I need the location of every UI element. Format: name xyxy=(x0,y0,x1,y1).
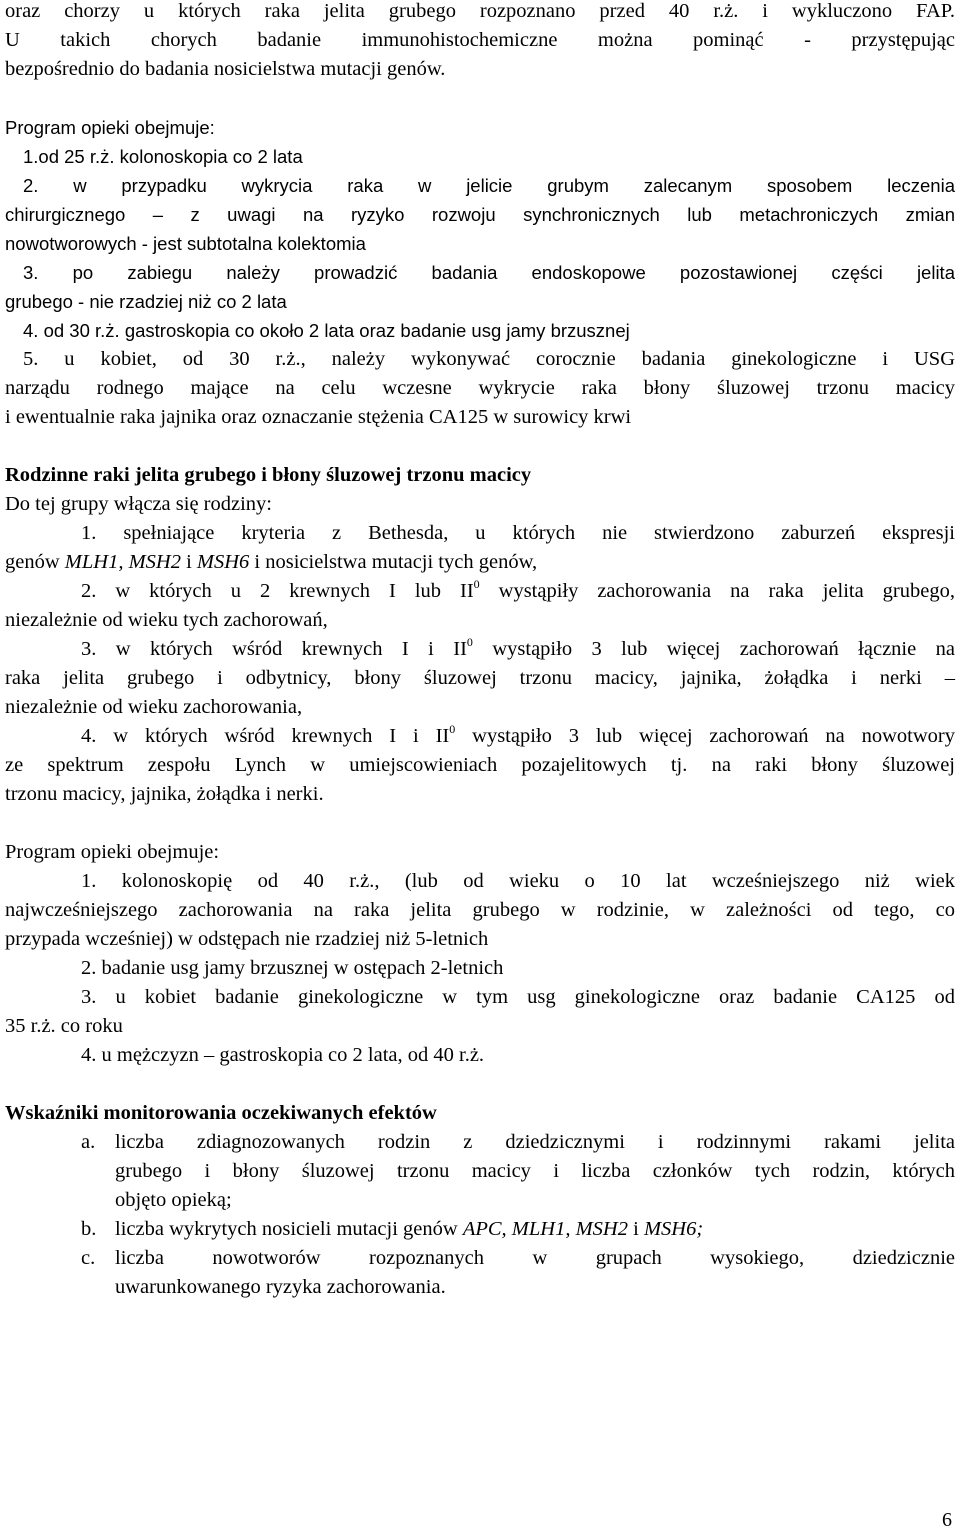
program-item-5-line-2: narządu rodnego mające na celu wczesne wykrycie raka błony śluzowej trzonu macicy xyxy=(5,377,955,399)
indicator-a xyxy=(81,1128,955,1157)
program-item-2-line-2: chirurgicznego – z uwagi na ryzyko rozwoju synchronicznych lub metachroniczych zmian xyxy=(5,204,955,225)
program-heading: Program opieki obejmuje: xyxy=(5,117,215,138)
program-item-1: 1.od 25 r.ż. kolonoskopia co 2 lata xyxy=(23,146,303,167)
superscript: 0 xyxy=(473,577,480,591)
text-run: 3. w których wśród krewnych I i II xyxy=(81,638,467,660)
program-2-item-3-line-1: 3. u kobiet badanie ginekologiczne w tym usg ginekologiczne oraz badanie CA125 od xyxy=(81,986,955,1008)
intro-line-2: U takich chorych badanie immunohistochemiczne można pominąć - przystępując xyxy=(5,29,955,51)
text-run: 2. w których u 2 krewnych I lub II xyxy=(81,580,474,602)
program-2-item-1-line-1: 1. kolonoskopię od 40 r.ż., (lub od wieku o 10 lat wcześniejszego niż wiek xyxy=(81,870,955,892)
text-run: liczba wykrytych nosicieli mutacji genów xyxy=(115,1218,463,1240)
program-item-5-line-1: 5. u kobiet, od 30 r.ż., należy wykonywać corocznie badania ginekologiczne i USG xyxy=(23,348,955,370)
superscript: 0 xyxy=(449,722,456,736)
criterion-2-line-1 xyxy=(81,577,955,606)
indicator-c-label: c. xyxy=(81,1247,96,1269)
text-run: i xyxy=(627,1218,644,1240)
gene-names: MLH1, MSH2 xyxy=(64,551,181,573)
program-2-heading: Program opieki obejmuje: xyxy=(5,841,220,863)
program-2-item-4: 4. u mężczyzn – gastroskopia co 2 lata, od 40 r.ż. xyxy=(81,1044,485,1066)
text-run: wystąpiło 3 lub więcej zachorowań na nowotwory xyxy=(455,725,955,747)
intro-line-3: bezpośrednio do badania nosicielstwa mutacji genów. xyxy=(5,58,446,80)
program-item-3-line-1: 3. po zabiegu należy prowadzić badania endoskopowe pozostawionej części jelita xyxy=(23,262,955,283)
indicator-c-line-1: liczba nowotworów rozpoznanych w grupach wysokiego, dziedzicznie xyxy=(115,1247,955,1269)
text-run: i nosicielstwa mutacji tych genów, xyxy=(249,551,538,573)
indicator-c xyxy=(81,1244,955,1273)
superscript: 0 xyxy=(466,635,473,649)
indicator-b-label: b. xyxy=(81,1218,97,1240)
criterion-4-line-3: trzonu macicy, jajnika, żołądka i nerki. xyxy=(5,783,324,805)
intro-line-1: oraz chorzy u których raka jelita grubego rozpoznano przed 40 r.ż. i wykluczono FAP. xyxy=(5,0,955,22)
criterion-4-line-1 xyxy=(81,722,955,751)
text-run: i xyxy=(180,551,197,573)
indicator-a-line-2: grubego i błony śluzowej trzonu macicy i liczba członków tych rodzin, których xyxy=(115,1160,955,1182)
gene-name: MSH6; xyxy=(643,1218,704,1240)
indicator-c-line-2: uwarunkowanego ryzyka zachorowania. xyxy=(115,1276,446,1298)
criterion-4-line-2: ze spektrum zespołu Lynch w umiejscowieniach pozajelitowych tj. na raki błony śluzowej xyxy=(5,754,955,776)
section-title: Rodzinne raki jelita grubego i błony śluzowej trzonu macicy xyxy=(5,464,532,486)
program-item-2-line-3: nowotworowych - jest subtotalna kolektomia xyxy=(5,233,366,254)
program-item-2-line-1: 2. w przypadku wykrycia raka w jelicie grubym zalecanym sposobem leczenia xyxy=(23,175,955,196)
criterion-3-line-2: raka jelita grubego i odbytnicy, błony śluzowej trzonu macicy, jajnika, żołądka i nerki – xyxy=(5,667,955,689)
criterion-3-line-3: niezależnie od wieku zachorowania, xyxy=(5,696,303,718)
indicator-a-line-1: liczba zdiagnozowanych rodzin z dziedzicznymi i rodzinnymi rakami jelita xyxy=(115,1131,955,1153)
gene-name: MSH6 xyxy=(196,551,250,573)
indicator-b xyxy=(81,1215,955,1244)
criterion-1-line-2 xyxy=(5,548,955,577)
program-2-item-3-line-2: 35 r.ż. co roku xyxy=(5,1015,123,1037)
program-2-item-2: 2. badanie usg jamy brzusznej w ostępach 2-letnich xyxy=(81,957,504,979)
text-run: 4. w których wśród krewnych I i II xyxy=(81,725,450,747)
program-item-3-line-2: grubego - nie rzadziej niż co 2 lata xyxy=(5,291,287,312)
program-2-item-1-line-2: najwcześniejszego zachorowania na raka jelita grubego w rodzinie, w zależności od tego, co xyxy=(5,899,955,921)
program-item-4: 4. od 30 r.ż. gastroskopia co około 2 lata oraz badanie usg jamy brzusznej xyxy=(23,320,630,341)
indicator-a-line-3: objęto opieką; xyxy=(115,1189,232,1211)
indicator-a-label: a. xyxy=(81,1131,96,1153)
criterion-1-line-1: 1. spełniające kryteria z Bethesda, u których nie stwierdzono zaburzeń ekspresji xyxy=(81,522,955,544)
program-2-item-1-line-3: przypada wcześniej) w odstępach nie rzadziej niż 5-letnich xyxy=(5,928,489,950)
gene-names: APC, MLH1, MSH2 xyxy=(462,1218,628,1240)
text-run: wystąpiło 3 lub więcej zachorowań łącznie na xyxy=(472,638,955,660)
text-run: genów xyxy=(5,551,65,573)
program-item-5-line-3: i ewentualnie raka jajnika oraz oznaczanie stężenia CA125 w surowicy krwi xyxy=(5,406,632,428)
criterion-2-line-2: niezależnie od wieku tych zachorowań, xyxy=(5,609,328,631)
text-run: wystąpiły zachorowania na raka jelita grubego, xyxy=(479,580,955,602)
page-number: 6 xyxy=(942,1509,952,1531)
criterion-3-line-1 xyxy=(81,635,955,664)
section-subtitle: Do tej grupy włącza się rodziny: xyxy=(5,493,272,515)
indicators-title: Wskaźniki monitorowania oczekiwanych efektów xyxy=(5,1102,437,1124)
